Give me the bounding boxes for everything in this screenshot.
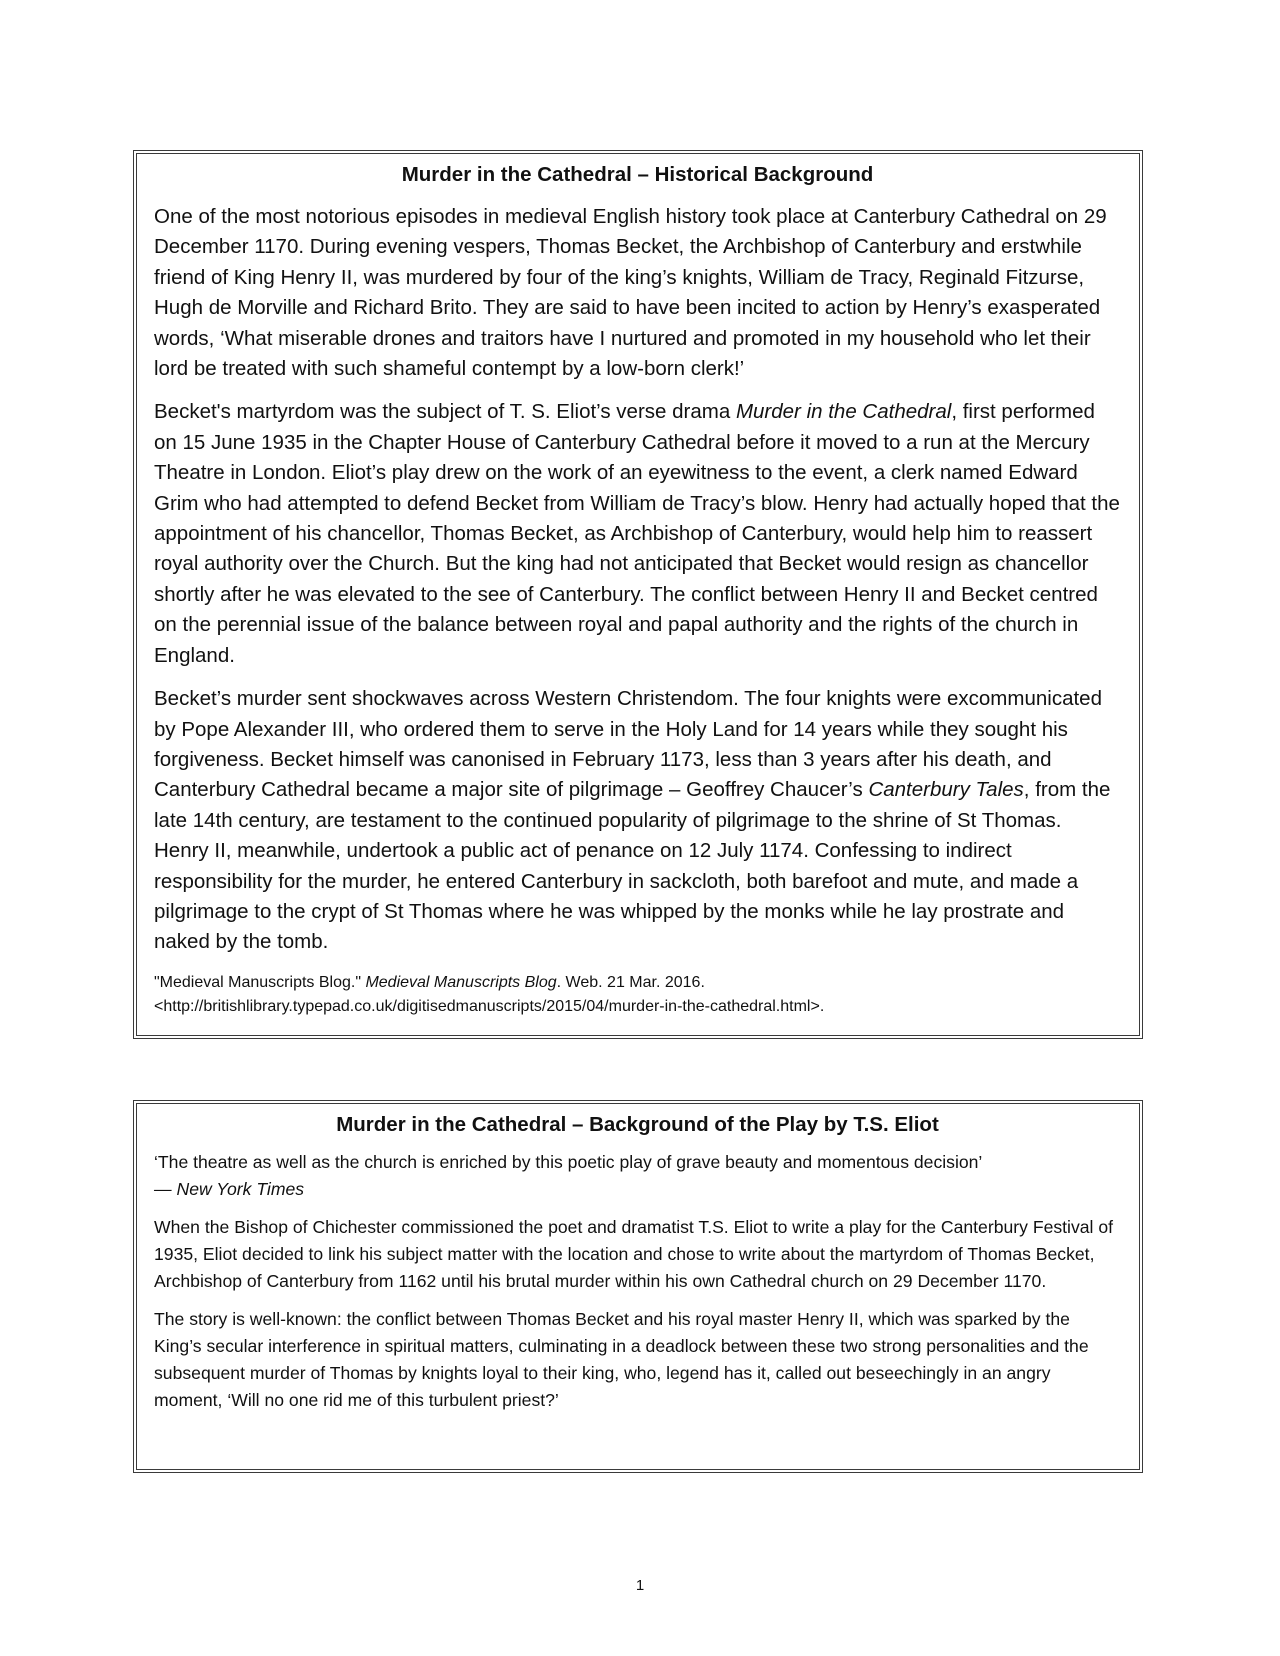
paragraph-text: Becket's martyrdom was the subject of T. S. Eliot’s verse drama: [154, 400, 736, 424]
citation-text: . Web. 21 Mar. 2016.: [556, 973, 705, 991]
paragraph-text: Becket’s murder sent shockwaves across Western Christendom. The four knights were excommunicated by Pope Alexander III, who ordered them to serve in the Holy Land for 14 years while they sought his forgiveness. Becket himself was canonised in February 1173, less than 3 years after his death, and Canterbury Cathedral became a major site of pilgrimage – Geoffrey Chaucer’s: [154, 687, 1102, 802]
paragraph: [154, 397, 1121, 671]
paragraph: The story is well-known: the conflict between Thomas Becket and his royal master Henry II, which was sparked by the King’s secular interference in spiritual matters, culminating in a deadlock between these two strong personalities and the subsequent murder of Thomas by knights loyal to their king, who, legend has it, called out beseechingly in an angry moment, ‘Will no one rid me of this turbulent priest?’: [154, 1309, 1089, 1410]
citation-text: "Medieval Manuscripts Blog.": [154, 973, 366, 991]
play-title: Murder in the Cathedral: [735, 400, 952, 424]
citation: [154, 971, 1121, 1019]
paragraph: When the Bishop of Chichester commissioned the poet and dramatist T.S. Eliot to write a play for the Canterbury Festival of 1935, Eliot decided to link his subject matter with the location and chose to write about the martyrdom of Thomas Becket, Archbishop of Canterbury from 1162 until his brutal murder within his own Cathedral church on 29 December 1170.: [154, 1217, 1113, 1291]
quote-attribution: — New York Times: [154, 1179, 305, 1199]
page-number: 1: [635, 1577, 645, 1594]
paragraph-text: , first performed on 15 June 1935 in the Chapter House of Canterbury Cathedral before it moved to a run at the Mercury Theatre in London. Eliot’s play drew on the work of an eyewitness to the event, a clerk named Edward Grim who had attempted to defend Becket from William de Tracy’s blow. Henry had actually hoped that the appointment of his chancellor, Thomas Becket, as Archbishop of Canterbury, would help him to reassert royal authority over the Church. But the king had not anticipated that Becket would resign as chancellor shortly after he was elevated to the see of Canterbury. The conflict between Henry II and Becket centred on the perennial issue of the balance between royal and papal authority and the rights of the church in England.: [154, 400, 1120, 667]
citation-source: Medieval Manuscripts Blog: [365, 973, 557, 991]
review-quote: [154, 1149, 1121, 1203]
quote-text: ‘The theatre as well as the church is enriched by this poetic play of grave beauty and momentous decision’: [154, 1152, 983, 1172]
paragraph-text: , from the late 14th century, are testament to the continued popularity of pilgrimage to the shrine of St Thomas. Henry II, meanwhile, undertook a public act of penance on 12 July 1174. Confessing to indirect responsibility for the murder, he entered Canterbury in sackcloth, both barefoot and mute, and made a pilgrimage to the crypt of St Thomas where he was whipped by the monks while he lay prostrate and naked by the tomb.: [154, 778, 1111, 954]
historical-background-box: [133, 150, 1143, 1039]
section-title: Murder in the Cathedral – Background of the Play by T.S. Eliot: [336, 1113, 939, 1136]
book-title: Canterbury Tales: [868, 778, 1024, 802]
section-title: Murder in the Cathedral – Historical Background: [401, 163, 874, 186]
paragraph: [154, 684, 1121, 958]
play-background-box: [133, 1100, 1143, 1473]
citation-url: <http://britishlibrary.typepad.co.uk/digitisedmanuscripts/2015/04/murder-in-the-cathedral.html>.: [154, 997, 825, 1015]
paragraph: One of the most notorious episodes in medieval English history took place at Canterbury Cathedral on 29 December 1170. During evening vespers, Thomas Becket, the Archbishop of Canterbury and erstwhile friend of King Henry II, was murdered by four of the king’s knights, William de Tracy, Reginald Fitzurse, Hugh de Morville and Richard Brito. They are said to have been incited to action by Henry’s exasperated words, ‘What miserable drones and traitors have I nurtured and promoted in my household who let their lord be treated with such shameful contempt by a low-born clerk!’: [154, 205, 1107, 381]
